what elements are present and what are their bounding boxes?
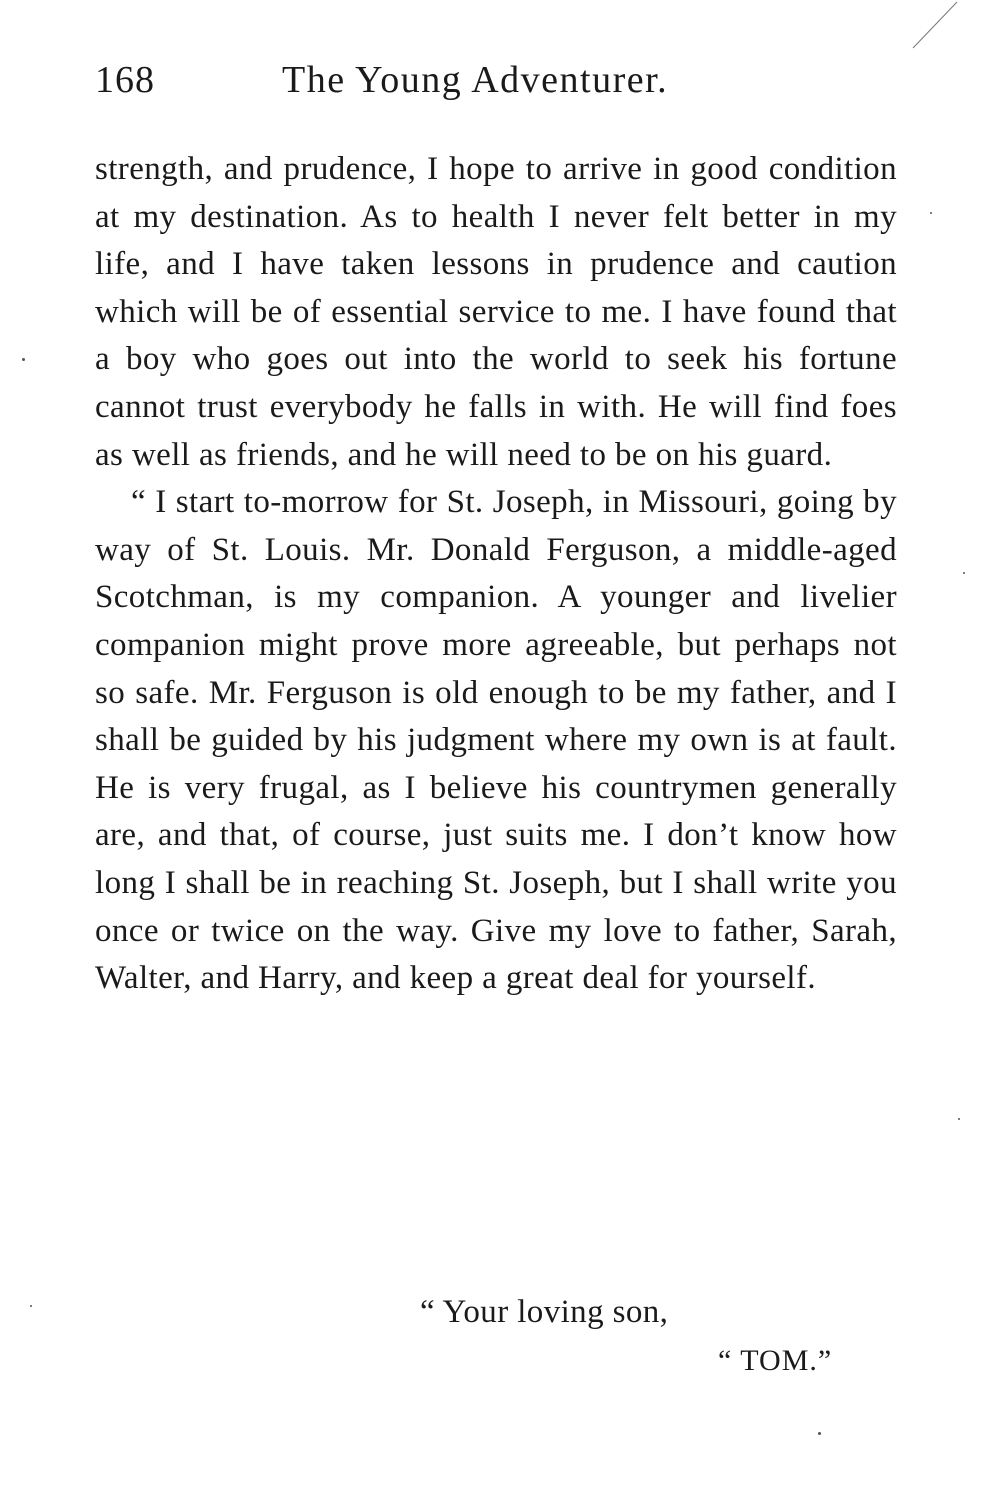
page-number: 168 (95, 59, 155, 101)
letter-closing: “ Your loving son, (420, 1294, 669, 1330)
paragraph-continued: strength, and prudence, I hope to arrive in good condition at my destination. As to health I never felt better in my life, and I have taken lessons in prudence and caution which will be of essential service to me. I have found that a boy who goes out into the world to seek his fortune cannot trust everybody he falls in with. He will find foes as well as friends, and he will need to be on his guard. (95, 151, 897, 473)
page-header (95, 58, 895, 108)
letter-signature: “ TOM.” (718, 1344, 833, 1377)
body-text (95, 146, 897, 1003)
print-speck (818, 1432, 821, 1435)
paragraph-letter: “ I start to-morrow for St. Joseph, in Missouri, going by way of St. Louis. Mr. Donald Ferguson, a middle-aged Scotchman, is my companion. A younger and livelier companion might prove more agreeable, but perhaps not so safe. Mr. Ferguson is old enough to be my father, and I shall be guided by his judgment where my own is at fault. He is very frugal, as I believe his countrymen generally are, and that, of course, just suits me. I don’t know how long I shall be in reaching St. Joseph, but I shall write you once or twice on the way. Give my love to father, Sarah, Walter, and Harry, and keep a great deal for yourself. (95, 484, 897, 997)
print-speck (958, 1118, 960, 1120)
print-speck (963, 572, 965, 574)
running-title: The Young Adventurer. (282, 59, 669, 101)
page-scratch-mark (905, 0, 965, 60)
print-speck (22, 358, 25, 361)
print-speck (930, 212, 932, 214)
print-speck (30, 1305, 32, 1307)
